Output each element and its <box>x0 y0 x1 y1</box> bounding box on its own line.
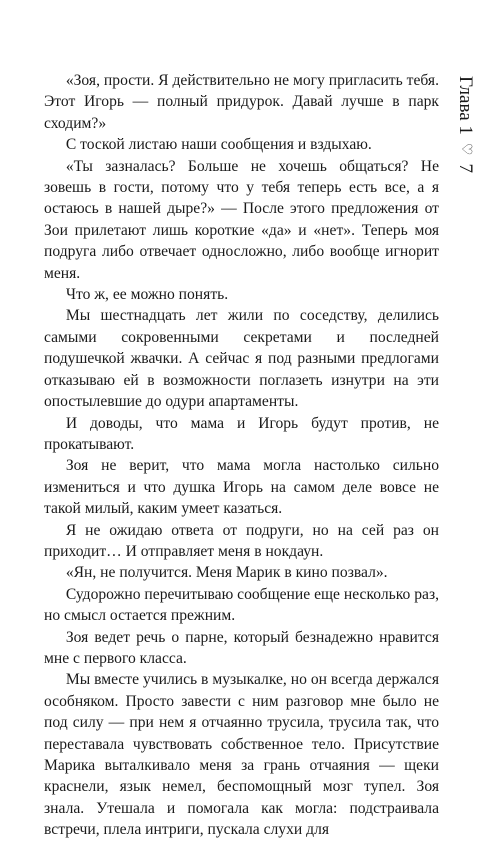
chapter-title: Глава 1 <box>455 76 476 135</box>
paragraph: Зоя не верит, что мама могла настолько сильно измениться и что душка Игорь на самом деле вовсе не такой милый, каким умеет казаться. <box>44 457 439 518</box>
paragraph: Судорожно перечитываю сообщение еще несколько раз, но смысл остается прежним. <box>44 585 439 625</box>
paragraph: И доводы, что мама и Игорь будут против, не прокатывают. <box>44 414 439 453</box>
paragraph: «Зоя, прости. Я действительно не могу пригласить тебя. Этот Игорь — полный придурок. Давай лучше в парк сходим?» <box>44 72 439 132</box>
heart-icon: ♡ <box>458 142 473 156</box>
paragraph: Я не ожидаю ответа от подруги, но на сей раз он приходит… И отправляет меня в нокдаун. <box>44 521 439 560</box>
paragraph: Что ж, ее можно понять. <box>65 286 229 304</box>
page-text <box>44 70 439 841</box>
paragraph: «Ты зазналась? Больше не хочешь общаться? Не зовешь в гости, потому что у тебя теперь есть все, а я остаюсь в нашей дыре?» — После этого предложения от Зои прилетают лишь короткие «да» и «нет». Теперь моя подруга либо отвечает односложно, либо вообще игнорит меня. <box>44 157 439 282</box>
page-number: 7 <box>455 163 476 173</box>
paragraph: Мы шестнадцать лет жили по соседству, делились самыми сокровенными секретами и последней подушечкой жвачки. А сейчас я под разными предлогами отказываю ей в возможности поглазеть изнутри на эти опостылевшие до одури апартаменты. <box>44 307 439 411</box>
paragraph: Зоя ведет речь о парне, который безнадежно нравится мне с первого класса. <box>44 628 439 667</box>
paragraph: Мы вместе учились в музыкалке, но он всегда держался особняком. Просто завести с ним разговор мне было не под силу — при нем я отчаянно трусила, трусила так, что переставала чувствовать собственное тело. Присутствие Марика выталкивало меня за грань отчаяния — щеки краснели, язык немел, беспомощный мозг тупел. Зоя знала. Утешала и помогала как могла: подстраивала встречи, плела интриги, пускала слухи для <box>44 671 439 839</box>
paragraph: С тоской листаю наши сообщения и вздыхаю. <box>65 136 372 154</box>
paragraph: «Ян, не получится. Меня Марик в кино позвал». <box>65 564 388 582</box>
running-header <box>444 76 486 196</box>
